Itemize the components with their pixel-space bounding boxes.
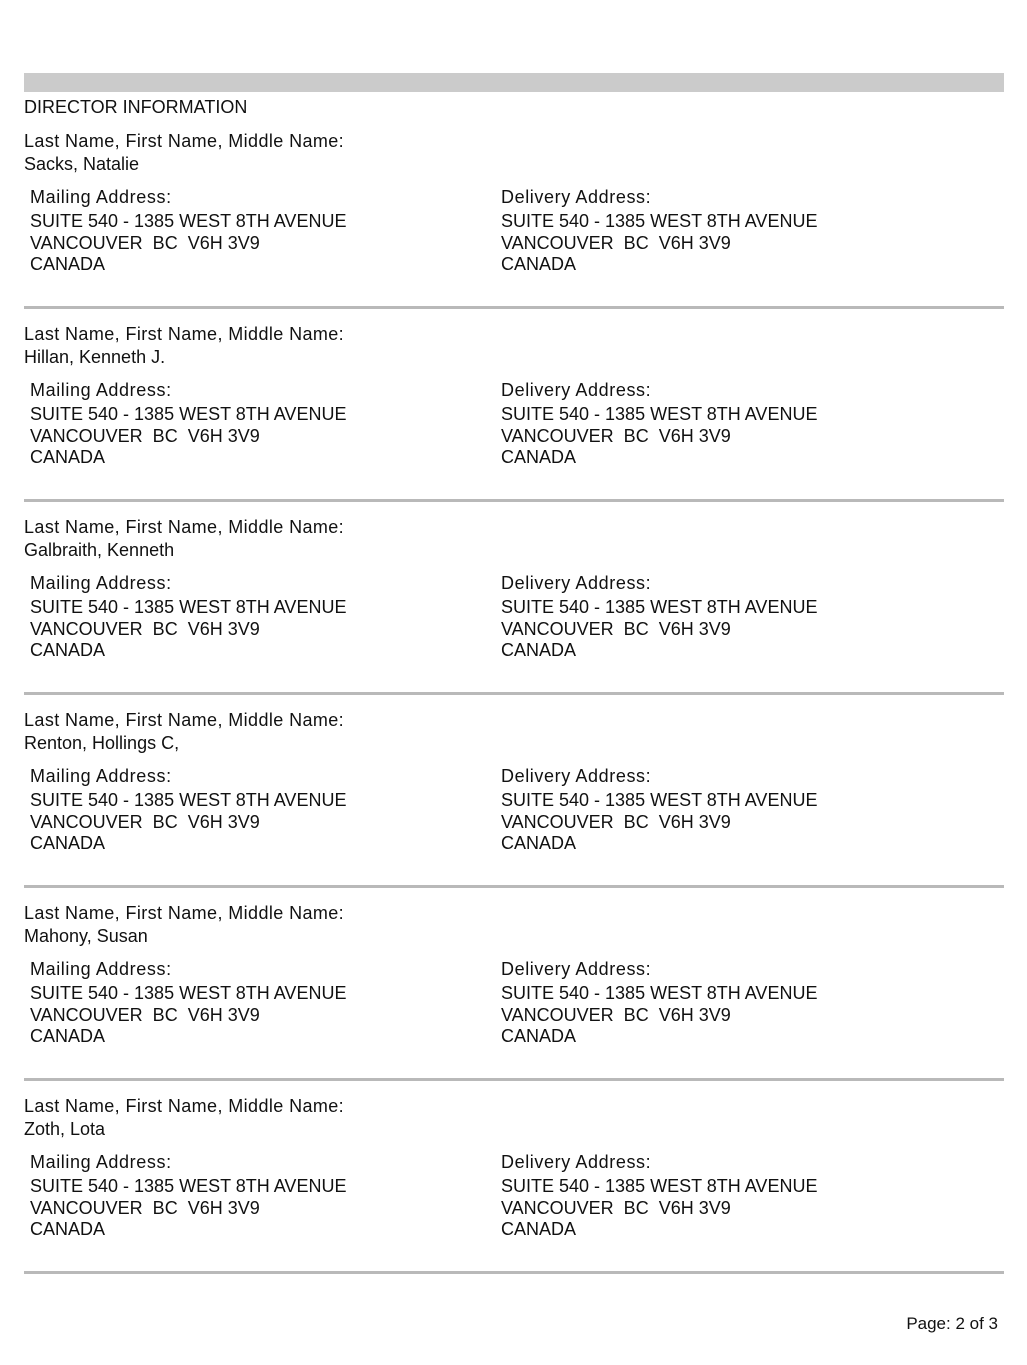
delivery-address-line: SUITE 540 - 1385 WEST 8TH AVENUE [501, 404, 818, 424]
delivery-address-label: Delivery Address: [501, 959, 652, 979]
delivery-address-line: VANCOUVER BC V6H 3V9 [501, 425, 731, 446]
name-label: Last Name, First Name, Middle Name: [24, 131, 345, 151]
mailing-address-line: CANADA [30, 640, 106, 660]
mailing-address-line: VANCOUVER BC V6H 3V9 [30, 811, 260, 832]
mailing-address-label: Mailing Address: [30, 380, 172, 400]
document-page [24, 73, 1004, 1288]
mailing-address [24, 1151, 495, 1241]
mailing-address-line: SUITE 540 - 1385 WEST 8TH AVENUE [30, 404, 347, 424]
mailing-address-line: VANCOUVER BC V6H 3V9 [30, 618, 260, 639]
director-name: Galbraith, Kenneth [24, 540, 175, 560]
mailing-address-label: Mailing Address: [30, 187, 172, 207]
name-label: Last Name, First Name, Middle Name: [24, 1096, 345, 1116]
mailing-address-line: VANCOUVER BC V6H 3V9 [30, 425, 260, 446]
delivery-address-line: VANCOUVER BC V6H 3V9 [501, 618, 731, 639]
mailing-address-label: Mailing Address: [30, 959, 172, 979]
delivery-address-line: VANCOUVER BC V6H 3V9 [501, 232, 731, 253]
mailing-address-line: CANADA [30, 447, 106, 467]
director-entry [24, 323, 1004, 502]
mailing-address-line: VANCOUVER BC V6H 3V9 [30, 1004, 260, 1025]
delivery-address-line: VANCOUVER BC V6H 3V9 [501, 1197, 731, 1218]
mailing-address [24, 765, 495, 855]
address-row [24, 186, 1004, 276]
mailing-address [24, 379, 495, 469]
mailing-address [24, 572, 495, 662]
director-entry [24, 516, 1004, 695]
director-entry [24, 709, 1004, 888]
section-title: DIRECTOR INFORMATION [24, 97, 248, 117]
mailing-address-line: CANADA [30, 1219, 106, 1239]
mailing-address [24, 186, 495, 276]
delivery-address-line: SUITE 540 - 1385 WEST 8TH AVENUE [501, 1176, 818, 1196]
address-row [24, 379, 1004, 469]
delivery-address-line: CANADA [501, 254, 577, 274]
mailing-address-line: SUITE 540 - 1385 WEST 8TH AVENUE [30, 790, 347, 810]
director-entry [24, 902, 1004, 1081]
section-header-bar [24, 73, 1004, 92]
name-label: Last Name, First Name, Middle Name: [24, 710, 345, 730]
delivery-address-line: SUITE 540 - 1385 WEST 8TH AVENUE [501, 211, 818, 231]
name-label: Last Name, First Name, Middle Name: [24, 517, 345, 537]
delivery-address-line: CANADA [501, 640, 577, 660]
delivery-address [495, 765, 966, 855]
delivery-address-line: CANADA [501, 1026, 577, 1046]
delivery-address-line: SUITE 540 - 1385 WEST 8TH AVENUE [501, 597, 818, 617]
delivery-address-label: Delivery Address: [501, 573, 652, 593]
mailing-address-label: Mailing Address: [30, 573, 172, 593]
director-name: Sacks, Natalie [24, 154, 140, 174]
director-name: Zoth, Lota [24, 1119, 106, 1139]
delivery-address-line: CANADA [501, 447, 577, 467]
mailing-address-line: CANADA [30, 254, 106, 274]
delivery-address-label: Delivery Address: [501, 187, 652, 207]
name-label: Last Name, First Name, Middle Name: [24, 324, 345, 344]
delivery-address-line: SUITE 540 - 1385 WEST 8TH AVENUE [501, 790, 818, 810]
delivery-address [495, 958, 966, 1048]
address-row [24, 1151, 1004, 1241]
delivery-address-line: VANCOUVER BC V6H 3V9 [501, 1004, 731, 1025]
mailing-address-line: CANADA [30, 833, 106, 853]
delivery-address [495, 379, 966, 469]
delivery-address-label: Delivery Address: [501, 1152, 652, 1172]
address-row [24, 572, 1004, 662]
mailing-address-line: VANCOUVER BC V6H 3V9 [30, 1197, 260, 1218]
delivery-address-line: VANCOUVER BC V6H 3V9 [501, 811, 731, 832]
delivery-address-line: SUITE 540 - 1385 WEST 8TH AVENUE [501, 983, 818, 1003]
director-list [24, 130, 1004, 1274]
mailing-address-line: SUITE 540 - 1385 WEST 8TH AVENUE [30, 983, 347, 1003]
delivery-address-line: CANADA [501, 1219, 577, 1239]
mailing-address [24, 958, 495, 1048]
director-name: Mahony, Susan [24, 926, 148, 946]
director-name: Renton, Hollings C, [24, 733, 180, 753]
address-row [24, 958, 1004, 1048]
name-label: Last Name, First Name, Middle Name: [24, 903, 345, 923]
delivery-address [495, 572, 966, 662]
mailing-address-line: SUITE 540 - 1385 WEST 8TH AVENUE [30, 597, 347, 617]
delivery-address-label: Delivery Address: [501, 766, 652, 786]
delivery-address [495, 1151, 966, 1241]
director-entry [24, 1095, 1004, 1274]
director-name: Hillan, Kenneth J. [24, 347, 166, 367]
mailing-address-label: Mailing Address: [30, 1152, 172, 1172]
mailing-address-line: CANADA [30, 1026, 106, 1046]
delivery-address [495, 186, 966, 276]
address-row [24, 765, 1004, 855]
director-entry [24, 130, 1004, 309]
delivery-address-label: Delivery Address: [501, 380, 652, 400]
delivery-address-line: CANADA [501, 833, 577, 853]
mailing-address-line: VANCOUVER BC V6H 3V9 [30, 232, 260, 253]
mailing-address-line: SUITE 540 - 1385 WEST 8TH AVENUE [30, 211, 347, 231]
page-number: Page: 2 of 3 [906, 1314, 998, 1333]
mailing-address-line: SUITE 540 - 1385 WEST 8TH AVENUE [30, 1176, 347, 1196]
mailing-address-label: Mailing Address: [30, 766, 172, 786]
